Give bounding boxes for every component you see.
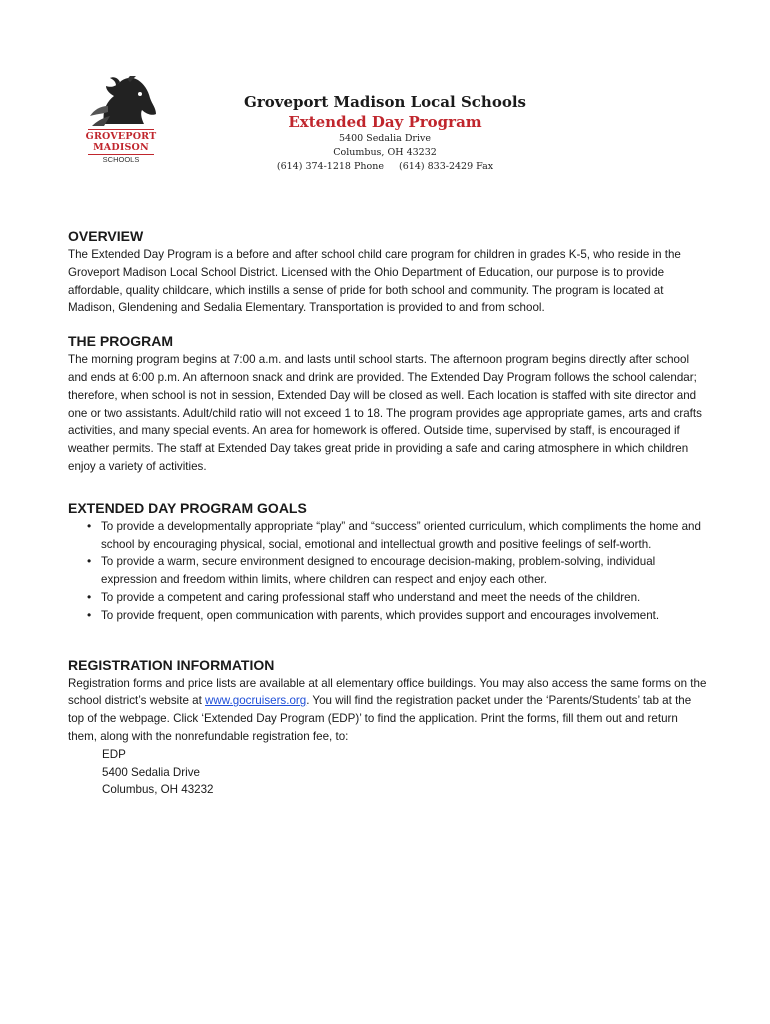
overview-section bbox=[68, 226, 708, 317]
overview-text: The Extended Day Program is a before and after school child care program for children in grades K-5, who reside in the Groveport Madison Local School District. Licensed with the Ohio Department of Education, our purpose is to provide affordable, quality childcare, which instills a sense of pride for both school and community. The program is located at Madison, Glendening and Sedalia Elementary. Transportation is provided to and from school. bbox=[68, 248, 681, 315]
registration-text-after-link: . You will find the registration packet under the ‘Parents/Students’ tab at the top of the webpage. Click ‘Extended Day Program (EDP)’ to find the application. Print the forms, fill them out and return them, along with the nonrefundable registration fee, to: bbox=[68, 694, 692, 743]
goals-list-item: • To provide a warm, secure environment designed to encourage decision-making, problem-solving, individual expression and freedom within limits, where children can respect and enjoy each other. bbox=[101, 553, 708, 589]
goals-section bbox=[68, 498, 708, 625]
goals-list-item: • To provide frequent, open communication with parents, which provides support and encourages involvement. bbox=[101, 607, 708, 625]
program-heading: THE PROGRAM bbox=[68, 333, 173, 350]
district-logo bbox=[78, 76, 164, 168]
phone-fax: (614) 374-1218 Phone (614) 833-2429 Fax bbox=[276, 161, 494, 172]
mailing-address-line: Columbus, OH 43232 bbox=[102, 783, 214, 797]
goals-heading: EXTENDED DAY PROGRAM GOALS bbox=[68, 499, 307, 516]
logo-text-groveport: GROVEPORT bbox=[85, 131, 157, 142]
goals-list-item: • To provide a developmentally appropriate “play” and “success” oriented curriculum, which compliments the home and school by encouraging physical, social, emotional and intellectual growth and positive feelings of self-worth. bbox=[101, 518, 708, 554]
school-name: Groveport Madison Local Schools bbox=[244, 93, 526, 111]
address-city: Columbus, OH 43232 bbox=[333, 147, 437, 158]
logo-text-madison: MADISON bbox=[93, 142, 149, 153]
address-street: 5400 Sedalia Drive bbox=[338, 133, 432, 144]
overview-heading: OVERVIEW bbox=[68, 228, 144, 244]
logo-rule-top bbox=[88, 129, 154, 130]
program-section bbox=[68, 331, 708, 476]
program-text: The morning program begins at 7:00 a.m. and lasts until school starts. The afternoon program begins directly after school and ends at 6:00 p.m. An afternoon snack and drink are provided. The Extended Day Program follows the school calendar; therefore, when school is not in session, Extended Day will be closed as well. Each location is staffed with site director and one or two assistants. Adult/child ratio will not exceed 1 to 18. The program provides age appropriate games, arts and crafts activities, and many special events. An area for homework is offered. Outside time, supervised by staff, is encouraged if weather permits. The staff at Extended Day takes great pride in providing a safe and caring atmosphere in which children enjoy a variety of activities. bbox=[68, 353, 702, 473]
horse-head-icon bbox=[84, 76, 158, 126]
document-body bbox=[68, 226, 708, 813]
mailing-address-line: 5400 Sedalia Drive bbox=[102, 765, 200, 779]
mailing-address-line: EDP bbox=[102, 747, 126, 761]
registration-text bbox=[68, 675, 708, 746]
logo-text-schools: SCHOOLS bbox=[102, 155, 140, 164]
goals-list bbox=[68, 518, 708, 625]
letterhead bbox=[200, 92, 570, 174]
program-name: Extended Day Program bbox=[288, 113, 482, 131]
goals-list-item: • To provide a competent and caring professional staff who understand and meet the needs of the children. bbox=[101, 589, 708, 607]
website-link[interactable]: www.gocruisers.org bbox=[205, 694, 307, 708]
registration-section bbox=[68, 655, 708, 800]
mailing-address bbox=[68, 746, 708, 799]
registration-heading: REGISTRATION INFORMATION bbox=[68, 656, 275, 673]
registration-text-before-link: Registration forms and price lists are available at all elementary office buildings. You may also access the same forms on the school district’s website at bbox=[68, 676, 707, 708]
